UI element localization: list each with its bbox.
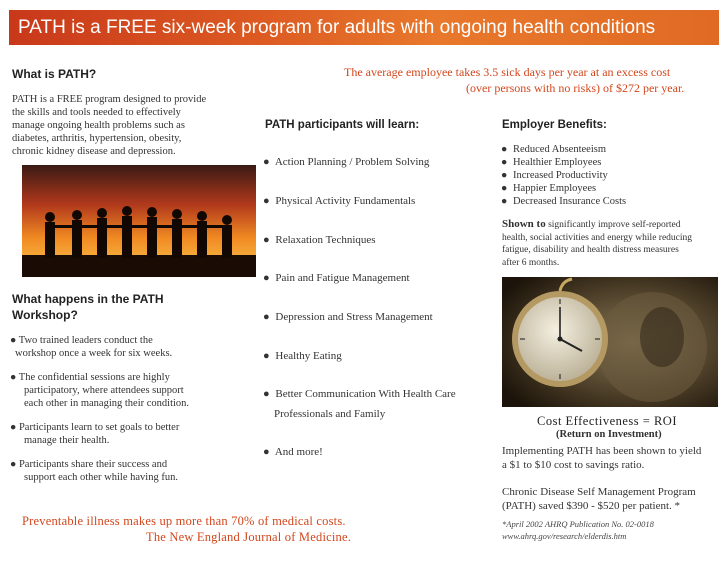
what-is-heading: What is PATH? bbox=[12, 67, 97, 81]
list-item-text: Relaxation Techniques bbox=[275, 234, 376, 246]
shown-to-line: health, social activities and energy while reducing bbox=[502, 232, 693, 243]
pocket-watch-money-image bbox=[502, 277, 718, 407]
list-item-text: support each other while having fun. bbox=[24, 472, 178, 483]
shown-to-line: after 6 months. bbox=[502, 257, 560, 268]
list-item-text: Increased Productivity bbox=[512, 170, 608, 181]
list-item bbox=[501, 182, 626, 195]
list-item bbox=[263, 156, 429, 168]
bullet-icon: ● bbox=[263, 234, 270, 246]
cdsmp-line: Chronic Disease Self Management Program bbox=[502, 486, 696, 498]
roi-body bbox=[502, 444, 701, 472]
bullet-icon: ● bbox=[263, 350, 270, 362]
shown-to-line: significantly improve self-reported bbox=[548, 220, 681, 230]
what-is-body bbox=[12, 93, 242, 158]
workshop-list bbox=[10, 334, 250, 484]
bullet-icon: ● bbox=[10, 335, 17, 346]
quote-line: Preventable illness makes up more than 70% of medical costs. bbox=[22, 514, 346, 528]
what-is-line: the skills and tools needed to effectively bbox=[12, 107, 181, 118]
quote-source: The New England Journal of Medicine. bbox=[146, 530, 352, 544]
list-item-text: participatory, where attendees support bbox=[24, 385, 184, 396]
list-item-text: Participants learn to set goals to better bbox=[18, 422, 180, 433]
workshop-heading bbox=[12, 291, 164, 323]
sunset-silhouette-image bbox=[22, 165, 256, 277]
list-item-text: Healthy Eating bbox=[275, 350, 342, 362]
bullet-icon: ● bbox=[263, 311, 270, 323]
list-item bbox=[263, 388, 456, 400]
what-is-line: manage ongoing health problems such as bbox=[12, 120, 185, 131]
shown-to-line: fatigue, disability and health distress measures bbox=[502, 245, 679, 255]
list-item bbox=[501, 143, 626, 156]
bullet-icon: ● bbox=[10, 459, 17, 470]
bullet-icon: ● bbox=[263, 272, 270, 284]
list-item-text: Decreased Insurance Costs bbox=[512, 196, 627, 207]
banner-title: PATH is a FREE six-week program for adults with ongoing health conditions bbox=[9, 10, 719, 45]
sick-days-line: (over persons with no risks) of $272 per year. bbox=[466, 81, 685, 95]
reference-text bbox=[502, 518, 654, 542]
list-item-text: Two trained leaders conduct the bbox=[18, 335, 153, 346]
list-item bbox=[501, 156, 626, 169]
employer-heading: Employer Benefits: bbox=[502, 119, 607, 131]
bullet-icon: ● bbox=[501, 170, 508, 181]
list-item-continuation: Professionals and Family bbox=[274, 408, 386, 420]
what-is-line: diabetes, arthritis, hypertension, obesity, bbox=[12, 133, 182, 144]
bullet-icon: ● bbox=[263, 446, 270, 458]
list-item-text: Pain and Fatigue Management bbox=[275, 272, 410, 284]
reference-url: www.ahrq.gov/research/elderdis.htm bbox=[502, 531, 627, 541]
list-item bbox=[263, 272, 410, 284]
list-item bbox=[263, 311, 433, 323]
roi-title: Cost Effectiveness = ROI bbox=[537, 414, 677, 428]
list-item bbox=[10, 371, 250, 410]
list-item bbox=[263, 195, 415, 207]
list-item bbox=[10, 334, 250, 360]
list-item-text: each other in managing their condition. bbox=[24, 398, 190, 409]
list-item-text: Action Planning / Problem Solving bbox=[274, 156, 430, 168]
list-item bbox=[10, 421, 250, 447]
employer-list bbox=[501, 143, 626, 208]
list-item bbox=[263, 234, 376, 246]
cdsmp-line: (PATH) saved $390 - $520 per patient. * bbox=[502, 500, 681, 512]
bullet-icon: ● bbox=[501, 144, 508, 155]
shown-to-lead: Shown to bbox=[502, 218, 546, 230]
bullet-icon: ● bbox=[263, 388, 270, 400]
list-item bbox=[501, 195, 626, 208]
list-item bbox=[10, 458, 250, 484]
cdsmp-text bbox=[502, 485, 696, 513]
list-item bbox=[263, 350, 342, 362]
learn-heading: PATH participants will learn: bbox=[265, 119, 420, 131]
list-item bbox=[263, 446, 323, 458]
list-item-text: Depression and Stress Management bbox=[275, 311, 433, 323]
roi-line: Implementing PATH has been shown to yield bbox=[502, 445, 702, 457]
sick-days-line: The average employee takes 3.5 sick days per year at an excess cost bbox=[344, 65, 671, 79]
bullet-icon: ● bbox=[10, 422, 17, 433]
list-item-text: Better Communication With Health Care bbox=[275, 388, 456, 400]
list-item-text: Physical Activity Fundamentals bbox=[275, 195, 416, 207]
what-is-line: chronic kidney disease and depression. bbox=[12, 146, 176, 157]
roi-subtitle: (Return on Investment) bbox=[556, 429, 662, 440]
list-item-text: Reduced Absenteeism bbox=[512, 144, 606, 155]
list-item-text: manage their health. bbox=[24, 435, 110, 446]
bullet-icon: ● bbox=[501, 157, 508, 168]
list-item-text: And more! bbox=[274, 446, 323, 458]
roi-line: a $1 to $10 cost to savings ratio. bbox=[502, 459, 645, 471]
shown-to-text bbox=[502, 218, 717, 269]
bullet-icon: ● bbox=[263, 195, 270, 207]
bullet-icon: ● bbox=[501, 183, 508, 194]
workshop-heading-line: Workshop? bbox=[12, 308, 78, 322]
workshop-heading-line: What happens in the PATH bbox=[12, 292, 164, 306]
bullet-icon: ● bbox=[263, 156, 270, 168]
what-is-line: PATH is a FREE program designed to provide bbox=[12, 94, 207, 105]
reference-line: *April 2002 AHRQ Publication No. 02-0018 bbox=[502, 519, 654, 529]
list-item-text: The confidential sessions are highly bbox=[18, 372, 170, 383]
list-item-text: workshop once a week for six weeks. bbox=[15, 348, 173, 359]
list-item-text: Happier Employees bbox=[512, 183, 597, 194]
list-item bbox=[501, 169, 626, 182]
bullet-icon: ● bbox=[10, 372, 17, 383]
list-item-text: Participants share their success and bbox=[18, 459, 168, 470]
list-item-text: Healthier Employees bbox=[512, 157, 602, 168]
bullet-icon: ● bbox=[501, 196, 508, 207]
